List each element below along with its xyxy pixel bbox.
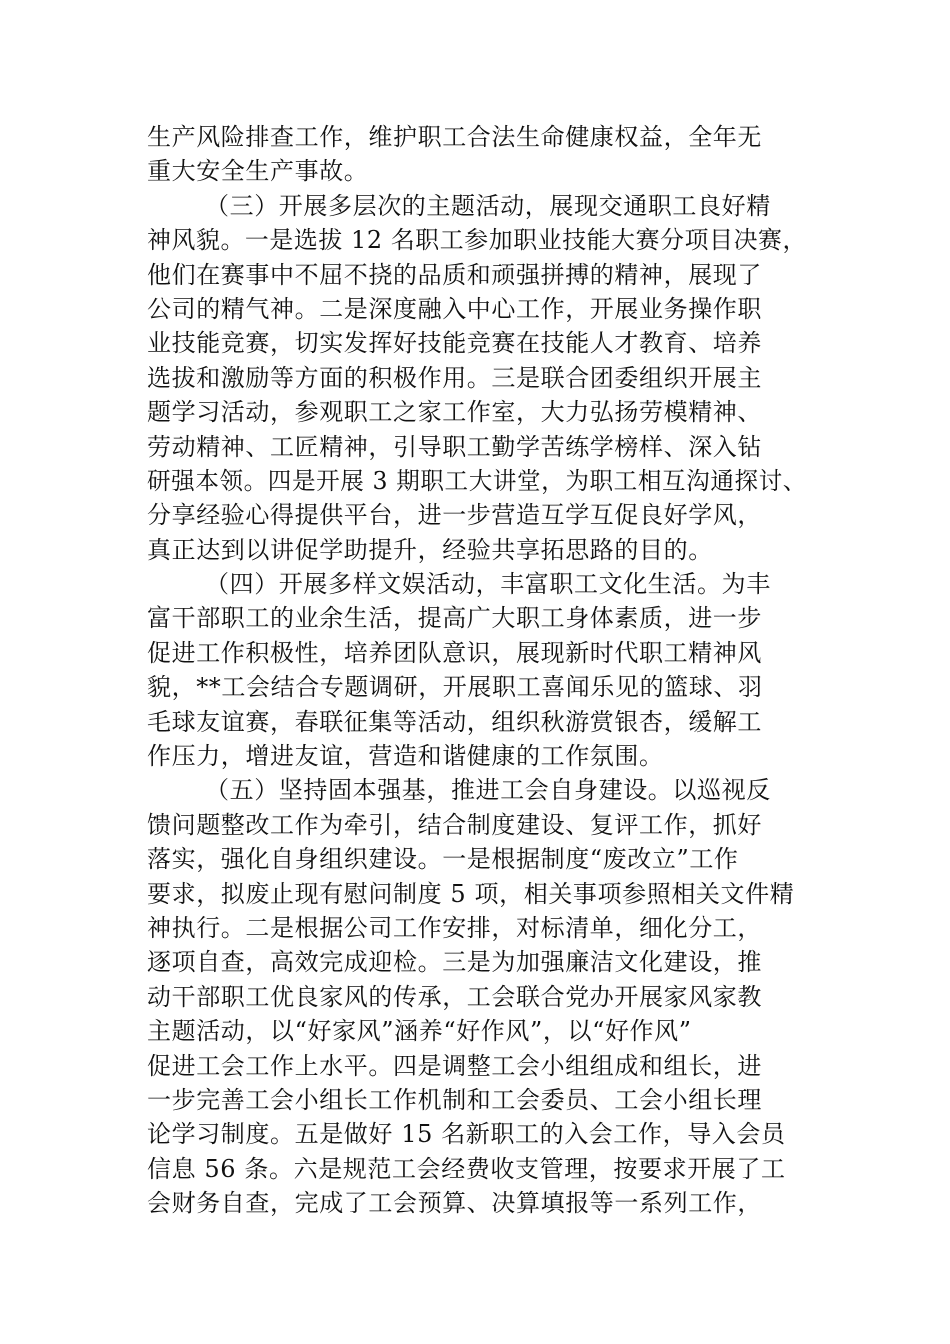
text-line: 落实，强化自身组织建设。一是根据制度“废改立”工作 [147,845,739,874]
text-line: 馈问题整改工作为牵引，结合制度建设、复评工作，抓好 [147,810,762,839]
text-line: 信息 56 条。六是规范工会经费收支管理，按要求开展了工 [147,1154,786,1183]
text-line: 劳动精神、工匠精神，引导职工勤学苦练学榜样、深入钻 [147,432,762,461]
text-line: 富干部职工的业余生活，提高广大职工身体素质，进一步 [147,604,762,633]
text-line: 会财务自查，完成了工会预算、决算填报等一系列工作， [147,1189,762,1218]
text-line: 动干部职工优良家风的传承，工会联合党办开展家风家教 [147,982,762,1011]
paragraph-first-line: （三）开展多层次的主题活动，展现交通职工良好精 [205,191,771,220]
text-line: 公司的精气神。二是深度融入中心工作，开展业务操作职 [147,294,762,323]
text-line: 逐项自查，高效完成迎检。三是为加强廉洁文化建设，推 [147,948,762,977]
text-line: 神风貌。一是选拔 12 名职工参加职业技能大赛分项目决赛， [147,226,808,255]
text-line: 论学习制度。五是做好 15 名新职工的入会工作，导入会员 [147,1120,786,1149]
text-line: 神执行。二是根据公司工作安排，对标清单，细化分工， [147,913,762,942]
text-line: 他们在赛事中不屈不挠的品质和顽强拼搏的精神，展现了 [147,260,762,289]
text-line: 貌，**工会结合专题调研，开展职工喜闻乐见的篮球、羽 [147,673,763,702]
text-line: 选拔和激励等方面的积极作用。三是联合团委组织开展主 [147,363,762,392]
text-line: 生产风险排查工作，维护职工合法生命健康权益，全年无 [147,123,762,151]
text-line: 题学习活动，参观职工之家工作室，大力弘扬劳模精神、 [147,398,762,427]
text-line: 作压力，增进友谊，营造和谐健康的工作氛围。 [147,742,664,771]
text-line: 研强本领。四是开展 3 期职工大讲堂，为职工相互沟通探讨、 [147,466,807,495]
paragraph-first-line: （五）坚持固本强基，推进工会自身建设。以巡视反 [205,776,771,805]
paragraph-first-line: （四）开展多样文娱活动，丰富职工文化生活。为丰 [205,570,771,599]
text-line: 毛球友谊赛，春联征集等活动，组织秋游赏银杏，缓解工 [147,707,762,736]
text-line: 要求，拟废止现有慰问制度 5 项，相关事项参照相关文件精 [147,879,795,908]
text-line: 业技能竞赛，切实发挥好技能竞赛在技能人才教育、培养 [147,329,762,358]
document-body [147,120,807,1221]
text-line: 促进工会工作上水平。四是调整工会小组组成和组长，进 [147,1051,762,1080]
text-line: 分享经验心得提供平台，进一步营造互学互促良好学风， [147,501,762,530]
text-line: 真正达到以讲促学助提升，经验共享拓思路的目的。 [147,535,713,564]
text-line: 促进工作积极性，培养团队意识，展现新时代职工精神风 [147,638,762,667]
text-line: 主题活动，以“好家风”涵养“好作风”，以“好作风” [147,1017,692,1046]
text-line: 重大安全生产事故。 [147,157,369,186]
text-line: 一步完善工会小组长工作机制和工会委员、工会小组长理 [147,1085,762,1114]
